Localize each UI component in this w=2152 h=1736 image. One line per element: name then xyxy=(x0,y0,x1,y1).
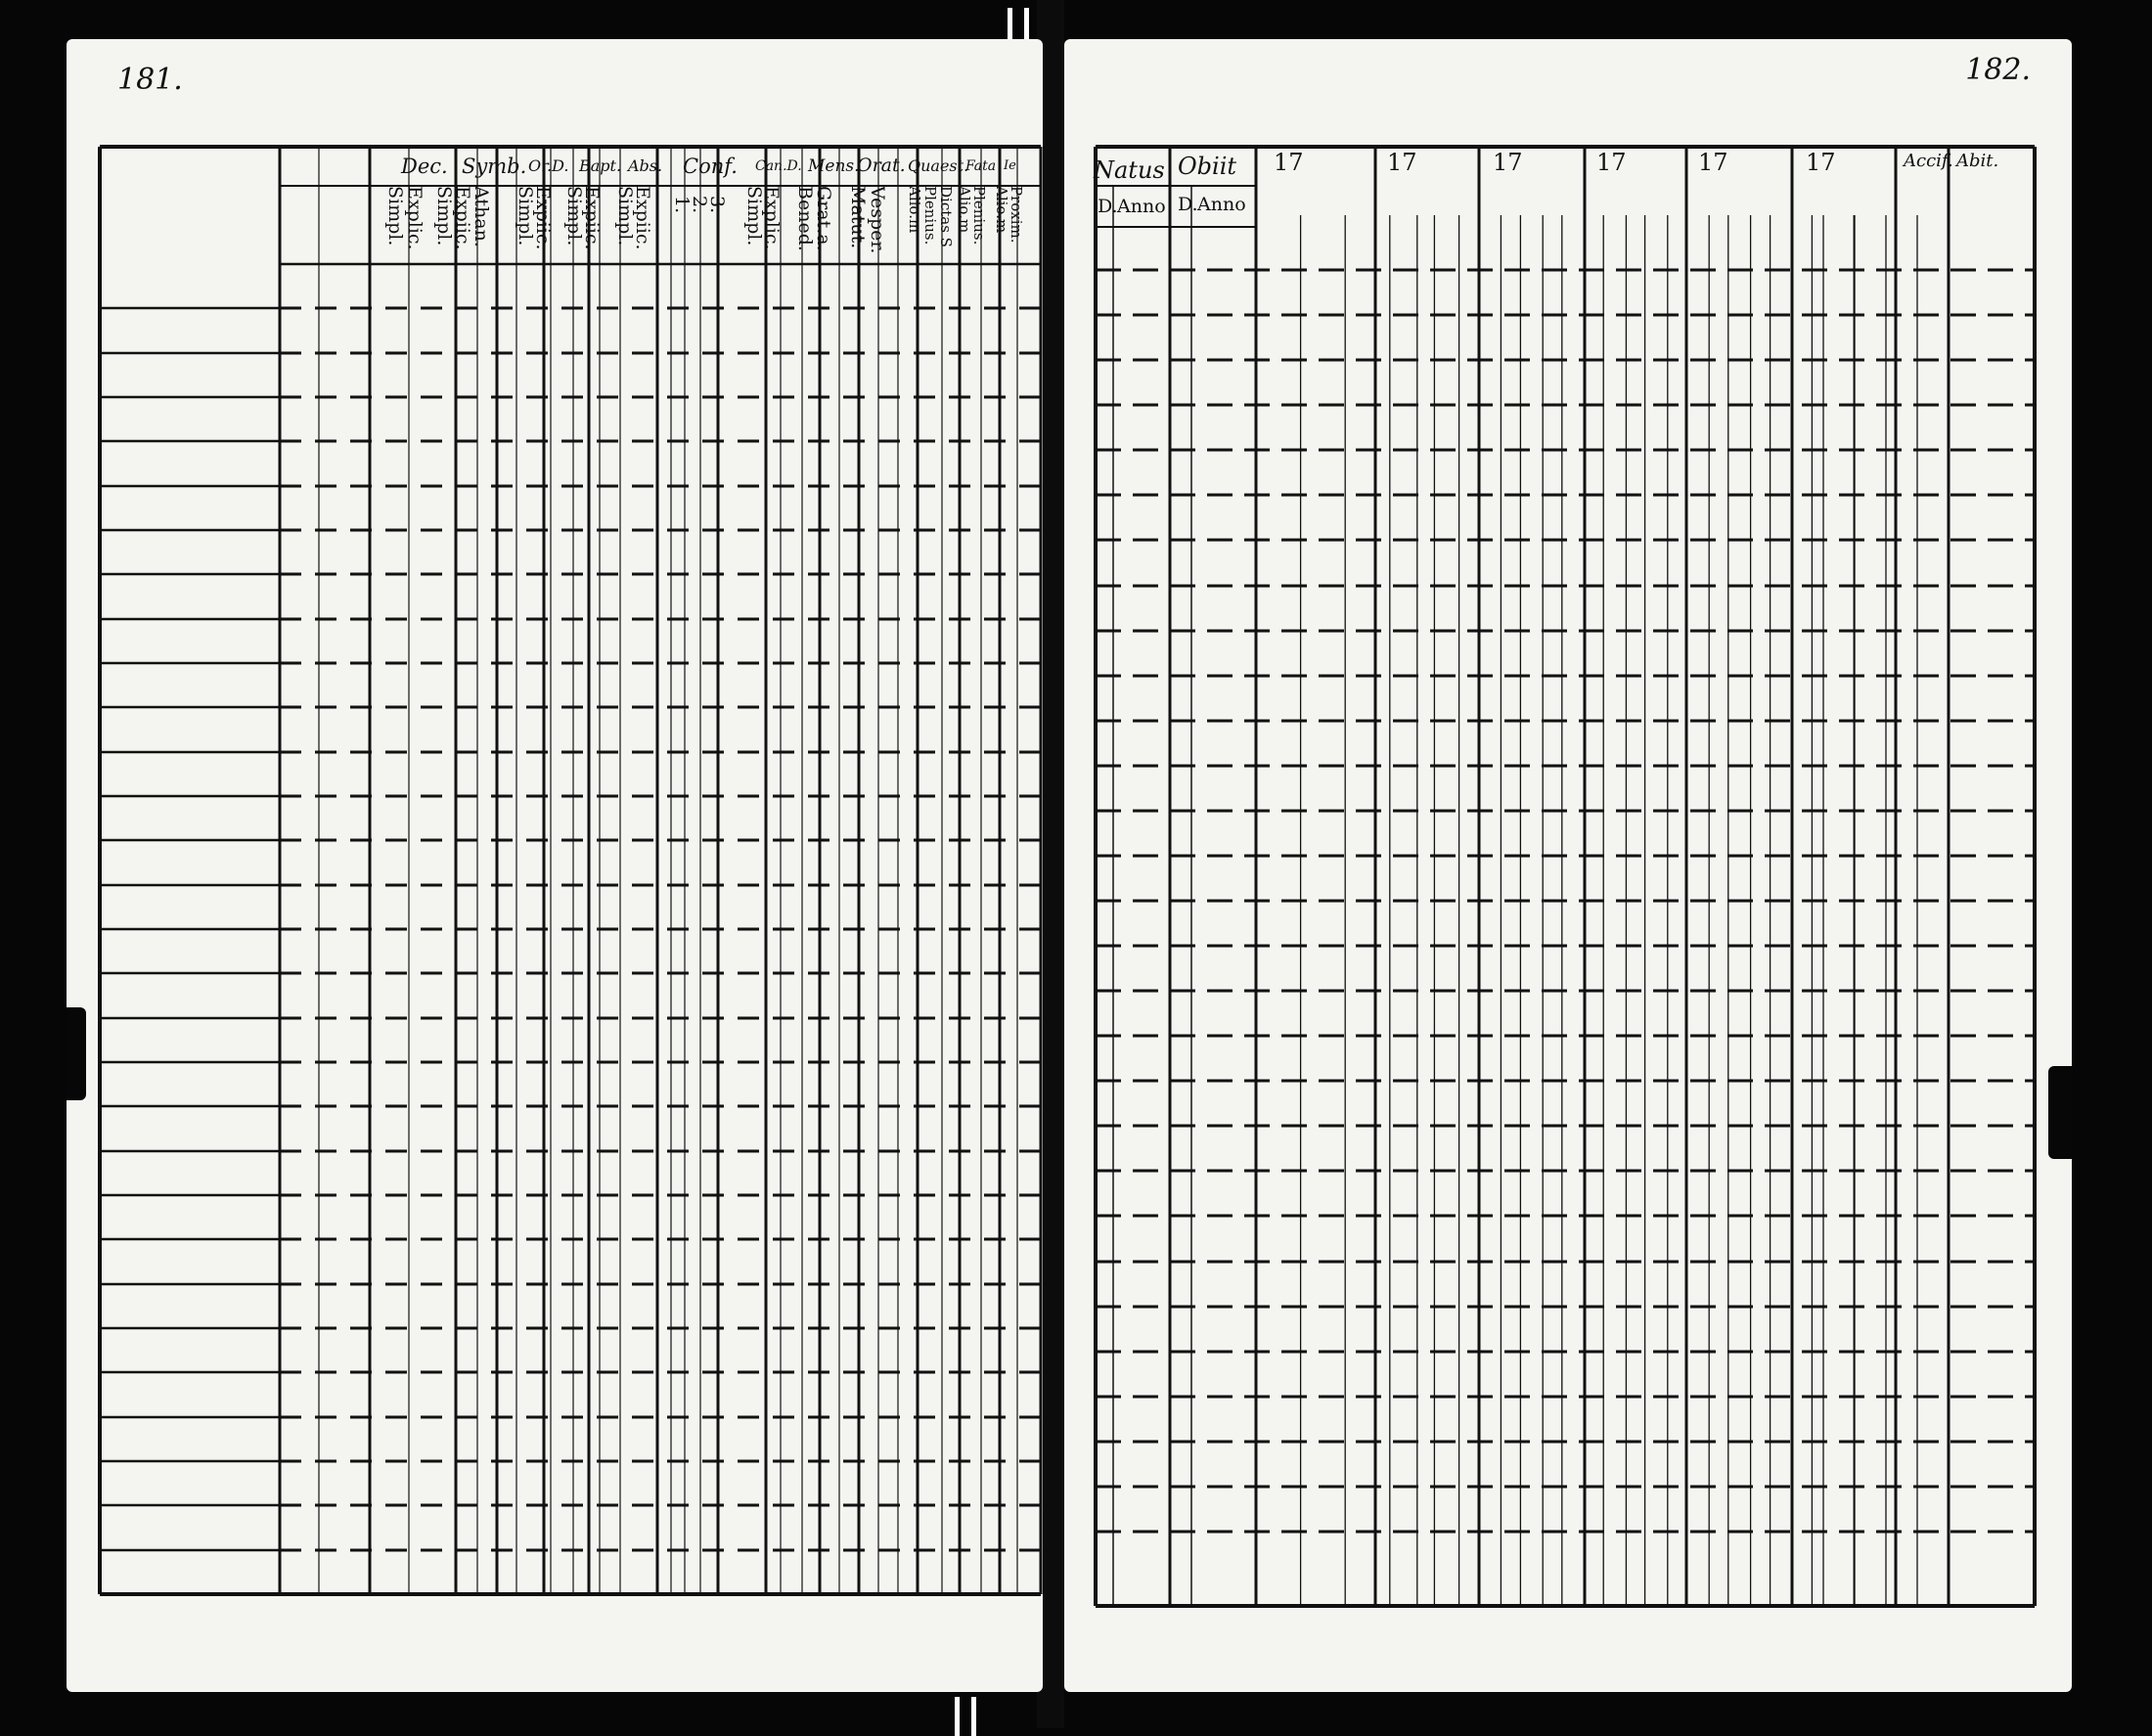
sub-dec-2: Simpl. xyxy=(384,186,406,246)
header-year-1: 17 xyxy=(1274,149,1304,176)
header-ie: Ie xyxy=(1004,158,1016,173)
sub-mens-2: Bened. xyxy=(794,186,816,251)
right-grid xyxy=(1064,39,2072,1692)
sub-conf-3: 1. xyxy=(671,196,693,214)
sub-ord-2: Simpl. xyxy=(515,186,536,246)
sub-fata-1: Plenius. xyxy=(970,186,988,245)
sub-fata-2: Alio.m xyxy=(956,186,973,234)
left-page xyxy=(67,39,1043,1692)
sub-symb-2: Expiic. xyxy=(452,186,473,250)
header-orat: Orat. xyxy=(857,155,906,176)
header-fata: Fata xyxy=(965,158,997,174)
right-page xyxy=(1064,39,2072,1692)
header-accif: Accif. xyxy=(1904,151,1953,171)
sub-natus-anno: Anno xyxy=(1117,196,1166,217)
sub-cand-1: Explic. xyxy=(761,186,783,250)
sub-abs-2: Simpl. xyxy=(614,186,636,246)
sub-symb-1: Athan. xyxy=(471,186,492,247)
sub-ord-1: Expiic. xyxy=(532,186,554,250)
sub-quaest-2: Plenius. xyxy=(921,186,939,245)
sub-mens-1: Grat.a. xyxy=(813,186,834,251)
header-dec: Dec. xyxy=(401,155,448,178)
header-quaest: Quaest. xyxy=(908,156,969,175)
header-bapt: Bapt. xyxy=(579,156,622,175)
header-year-3: 17 xyxy=(1493,149,1523,176)
page-number-left: 181. xyxy=(117,63,183,97)
sub-conf-1: 3. xyxy=(706,196,728,214)
sub-obiit-d: D. xyxy=(1178,194,1198,215)
sub-quaest-3: Alio.m xyxy=(906,186,923,234)
sub-obiit-anno: Anno xyxy=(1197,194,1246,215)
sub-orat-2: Matut. xyxy=(847,186,869,249)
header-abs: Abs. xyxy=(628,156,663,175)
header-ord: Or.D. xyxy=(528,156,569,175)
header-cand: Can.D. xyxy=(755,158,802,174)
header-year-6: 17 xyxy=(1806,149,1836,176)
header-conf: Conf. xyxy=(683,155,738,178)
sub-cand-2: Simpl. xyxy=(743,186,765,246)
sub-abs-1: Expiic. xyxy=(632,186,653,250)
binding-mark-bottom xyxy=(955,1697,976,1736)
page-number-right: 182. xyxy=(1965,53,2031,87)
header-abit: Abit. xyxy=(1956,151,1999,171)
header-natus: Natus xyxy=(1094,156,1165,184)
header-year-5: 17 xyxy=(1698,149,1728,176)
header-year-4: 17 xyxy=(1596,149,1627,176)
sub-orat-1: Vesper. xyxy=(867,186,888,254)
sub-ie-1: Proxim. xyxy=(1008,186,1025,244)
sub-natus-d: D. xyxy=(1098,196,1118,217)
sub-dec-1: Explic. xyxy=(404,186,426,250)
sub-quaest-1: Dictas S xyxy=(937,186,955,247)
sub-ie-2: Alio.m xyxy=(993,186,1010,234)
header-mens: Mens. xyxy=(808,156,860,176)
sub-bapt-2: Simpl. xyxy=(563,186,585,246)
sub-conf-2: 2. xyxy=(689,196,710,214)
header-year-2: 17 xyxy=(1387,149,1417,176)
sub-bapt-1: Expiic. xyxy=(581,186,603,250)
sub-symb-3: Simpl. xyxy=(433,186,455,246)
header-symb: Symb. xyxy=(462,155,527,178)
left-grid xyxy=(67,39,1043,1692)
header-obiit: Obiit xyxy=(1178,153,1237,180)
